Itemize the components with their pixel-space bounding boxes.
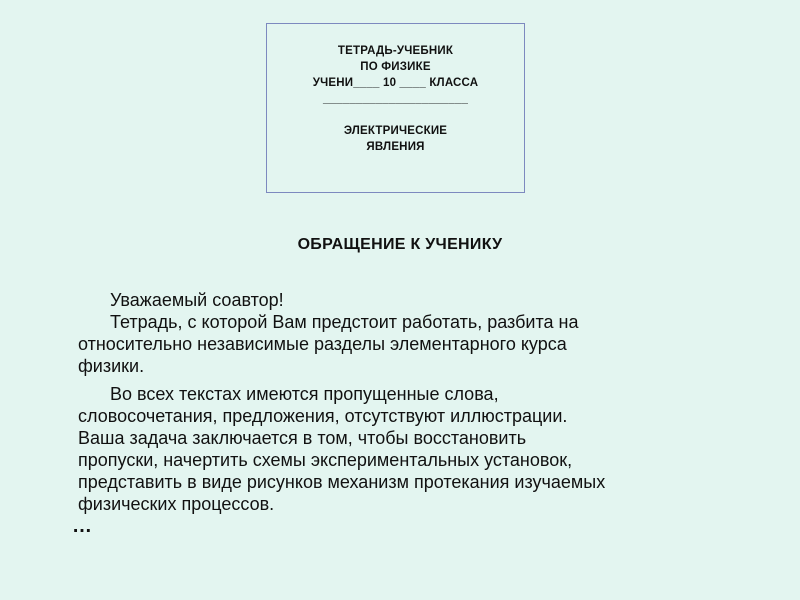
title-line-student-class: УЧЕНИ____ 10 ____ КЛАССА (312, 77, 479, 89)
title-line-topic-2: ЯВЛЕНИЯ (366, 141, 425, 153)
title-line-name-blank: ______________________ (322, 93, 469, 105)
greeting: Уважаемый соавтор! (110, 290, 284, 310)
title-line-topic-1: ЭЛЕКТРИЧЕСКИЕ (343, 125, 448, 137)
title-line-subject: ПО ФИЗИКЕ (360, 61, 431, 73)
address-text (78, 289, 748, 515)
title-spacer (267, 107, 524, 123)
text-line: Тетрадь, с которой Вам предстоит работать, разбита на (110, 312, 579, 332)
paragraph-notebook-structure (78, 311, 748, 377)
text-line: Ваша задача заключается в том, чтобы восстановить (78, 428, 527, 448)
page-heading: ОБРАЩЕНИЕ К УЧЕНИКУ (297, 236, 503, 253)
text-line: относительно независимые разделы элементарного курса (78, 334, 567, 354)
title-line-notebook: ТЕТРАДЬ-УЧЕБНИК (337, 45, 454, 57)
continuation-ellipsis: … (72, 515, 93, 537)
text-line: пропуски, начертить схемы экспериментальных установок, (78, 450, 573, 470)
text-line: представить в виде рисунков механизм протекания изучаемых (78, 472, 606, 492)
text-line: Во всех текстах имеются пропущенные слова, (110, 384, 499, 404)
paragraph-task (78, 383, 748, 515)
text-line: физических процессов. (78, 494, 275, 514)
notebook-title-box (266, 23, 525, 193)
text-line: словосочетания, предложения, отсутствуют иллюстрации. (78, 406, 568, 426)
text-line: физики. (78, 356, 145, 376)
